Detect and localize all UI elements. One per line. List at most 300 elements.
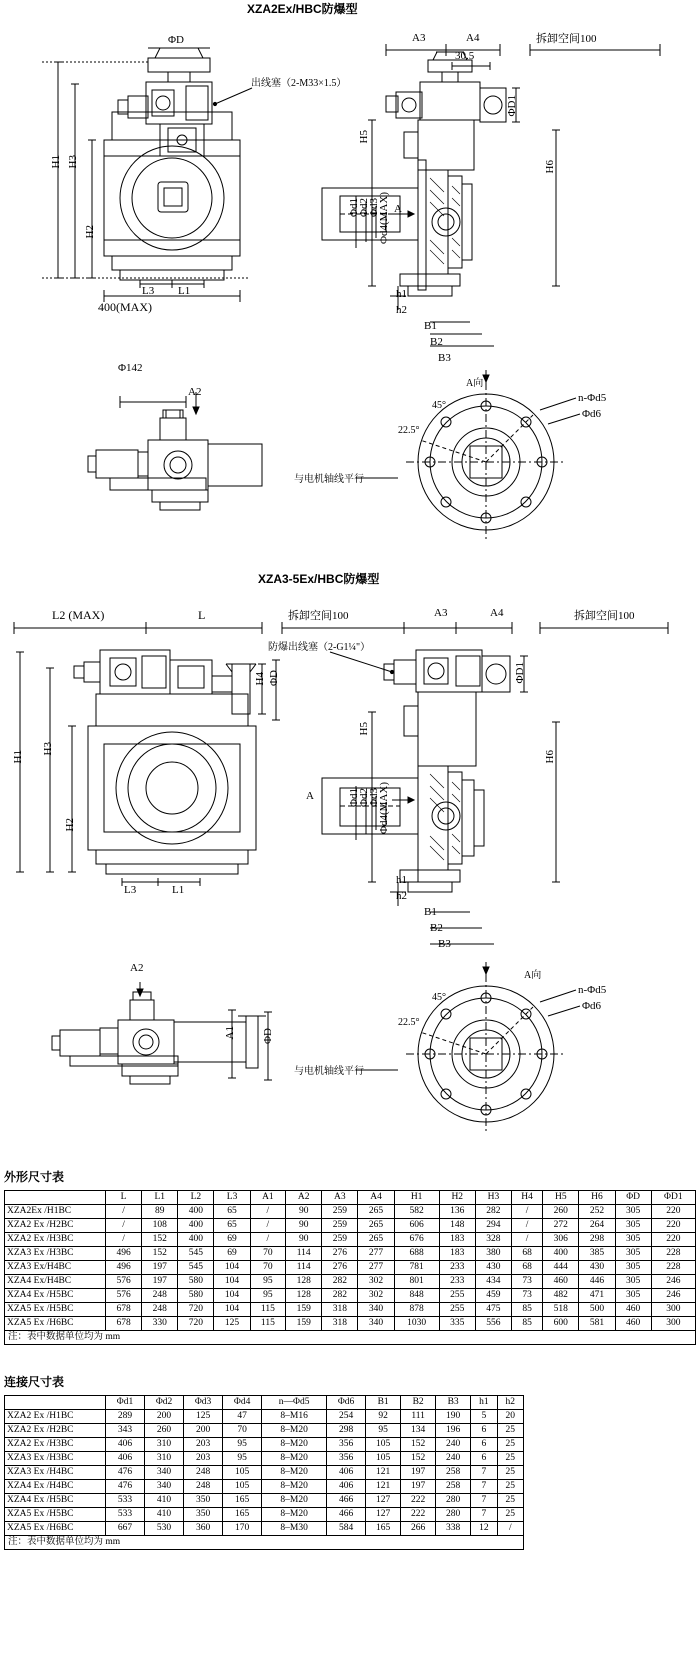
cell: 85: [511, 1303, 542, 1317]
cell: 600: [543, 1317, 579, 1331]
cell: 183: [439, 1233, 475, 1247]
col-B3: B3: [436, 1396, 471, 1410]
cell: 5: [471, 1410, 497, 1424]
cell: 582: [394, 1205, 439, 1219]
cell: /: [106, 1205, 142, 1219]
cell: 406: [327, 1480, 366, 1494]
cell: 848: [394, 1289, 439, 1303]
cell: 305: [615, 1247, 651, 1261]
cell: 581: [579, 1317, 615, 1331]
label-h6-2: H6: [544, 750, 556, 764]
cell-model: XZA2 Ex /H2BC: [5, 1219, 106, 1233]
cell: 606: [394, 1219, 439, 1233]
label-a2-2: A2: [130, 962, 144, 974]
label-phid1: ΦD1: [506, 95, 518, 117]
cell: 298: [579, 1233, 615, 1247]
cell: 121: [366, 1480, 401, 1494]
cell: 85: [511, 1317, 542, 1331]
label-phid3: Φd3: [368, 198, 380, 218]
cell: 258: [436, 1466, 471, 1480]
cell: 89: [142, 1205, 178, 1219]
cell: 338: [436, 1522, 471, 1536]
cell-model: XZA3 Ex/H4BC: [5, 1261, 106, 1275]
cell: 400: [178, 1233, 214, 1247]
col-B1: B1: [366, 1396, 401, 1410]
cell: 300: [651, 1303, 695, 1317]
cell: 576: [106, 1275, 142, 1289]
cell: 310: [145, 1438, 184, 1452]
cell: 197: [401, 1480, 436, 1494]
cell: 228: [651, 1247, 695, 1261]
table-row: [5, 1247, 696, 1261]
table-row: [5, 1317, 696, 1331]
cell: 302: [358, 1289, 394, 1303]
cell: 300: [651, 1317, 695, 1331]
label-l: L: [198, 608, 206, 622]
label-a4: A4: [466, 32, 480, 44]
table-row: [5, 1219, 696, 1233]
cell: 259: [322, 1205, 358, 1219]
cell: 6: [471, 1438, 497, 1452]
cell: 482: [543, 1289, 579, 1303]
cell: 125: [214, 1317, 250, 1331]
label-phid-3: ΦD: [262, 1028, 274, 1044]
cell: 545: [178, 1247, 214, 1261]
cell: 90: [286, 1205, 322, 1219]
cell: 282: [322, 1275, 358, 1289]
label-l1-2: L1: [172, 884, 185, 896]
cell: 114: [286, 1247, 322, 1261]
cell: 410: [145, 1508, 184, 1522]
cell: 259: [322, 1219, 358, 1233]
cell: 136: [439, 1205, 475, 1219]
cell: 305: [615, 1233, 651, 1247]
table-row: [5, 1452, 524, 1466]
cell: 400: [543, 1247, 579, 1261]
label-parallel-motor-axis: 与电机轴线平行: [294, 474, 364, 485]
cell: 69: [214, 1233, 250, 1247]
label-a-direction: A向: [466, 378, 484, 389]
cell: 471: [579, 1289, 615, 1303]
cell: 104: [214, 1275, 250, 1289]
cell: 148: [439, 1219, 475, 1233]
cell: 667: [106, 1522, 145, 1536]
table-row: [5, 1424, 524, 1438]
cell: 305: [615, 1289, 651, 1303]
label-h4: H4: [254, 672, 266, 686]
cell: 25: [497, 1466, 523, 1480]
cell-model: XZA4 Ex/H4BC: [5, 1275, 106, 1289]
cell: 25: [497, 1494, 523, 1508]
cell: 197: [142, 1275, 178, 1289]
label-n-phid5-2: n-Φd5: [578, 984, 607, 996]
cell: 258: [436, 1480, 471, 1494]
cell: 6: [471, 1424, 497, 1438]
connect-table-title: 连接尺寸表: [4, 1375, 65, 1389]
cell: 460: [615, 1317, 651, 1331]
cell: 259: [322, 1233, 358, 1247]
cell: 104: [214, 1303, 250, 1317]
label-h5-2: H5: [358, 722, 370, 736]
cell: 8–M20: [262, 1438, 327, 1452]
cell: 248: [184, 1480, 223, 1494]
label-phid3-2: Φd3: [368, 788, 380, 808]
col-A1: A1: [250, 1191, 286, 1205]
cell: 47: [223, 1410, 262, 1424]
cell-model: XZA3 Ex /H3BC: [5, 1452, 106, 1466]
cell: 580: [178, 1289, 214, 1303]
cell: 340: [145, 1466, 184, 1480]
label-phid1-small: Φd1: [348, 198, 360, 218]
label-l3: L3: [142, 285, 155, 297]
cell: 385: [579, 1247, 615, 1261]
cell: 95: [366, 1424, 401, 1438]
cell: /: [106, 1233, 142, 1247]
col-H1: H1: [394, 1191, 439, 1205]
cell: 350: [184, 1494, 223, 1508]
cell: 220: [651, 1219, 695, 1233]
label-b2-2: B2: [430, 922, 443, 934]
table-row: [5, 1494, 524, 1508]
cell: 95: [250, 1275, 286, 1289]
label-phi142: Φ142: [118, 362, 143, 374]
table-row: [5, 1522, 524, 1536]
cell: /: [511, 1205, 542, 1219]
label-h2: H2: [84, 225, 96, 239]
cell: /: [511, 1233, 542, 1247]
cell: 400: [178, 1219, 214, 1233]
label-phid1-2: ΦD1: [514, 662, 526, 684]
label-22-5deg: 22.5°: [398, 425, 420, 436]
cell: 252: [579, 1205, 615, 1219]
cell: 310: [145, 1452, 184, 1466]
label-h1: H1: [50, 155, 62, 169]
table-row: [5, 1289, 696, 1303]
table-note: 注：表中数据单位均为 mm: [5, 1536, 524, 1550]
cell: 70: [223, 1424, 262, 1438]
col-h2: h2: [497, 1396, 523, 1410]
cell: 556: [475, 1317, 511, 1331]
label-section-a-2: A: [306, 790, 314, 802]
cell: 125: [184, 1410, 223, 1424]
cell: 25: [497, 1480, 523, 1494]
cell-model: XZA2 Ex /H3BC: [5, 1233, 106, 1247]
cell: 676: [394, 1233, 439, 1247]
label-phid2-2: Φd2: [358, 788, 370, 808]
cell: 92: [366, 1410, 401, 1424]
outline-table-title: 外形尺寸表: [4, 1170, 65, 1184]
cell-model: XZA5 Ex /H5BC: [5, 1303, 106, 1317]
cell: 134: [401, 1424, 436, 1438]
cell: 8–M20: [262, 1466, 327, 1480]
cell: 220: [651, 1205, 695, 1219]
label-h2-small: h2: [396, 304, 407, 316]
cell: 220: [651, 1233, 695, 1247]
label-phid: ΦD: [168, 34, 184, 46]
cell: 289: [106, 1410, 145, 1424]
cell: 328: [475, 1233, 511, 1247]
cell-model: XZA3 Ex /H4BC: [5, 1466, 106, 1480]
cell: 8–M20: [262, 1452, 327, 1466]
cell: 350: [184, 1508, 223, 1522]
cell: 530: [145, 1522, 184, 1536]
col-model-2: [5, 1396, 106, 1410]
table-note-row: [5, 1536, 524, 1550]
label-b1: B1: [424, 320, 437, 332]
cell: 1030: [394, 1317, 439, 1331]
cell: 104: [214, 1289, 250, 1303]
label-n-phid5: n-Φd5: [578, 392, 607, 404]
label-45deg-2: 45°: [432, 992, 446, 1003]
cell-model: XZA2Ex /H1BC: [5, 1205, 106, 1219]
cell: 8–M20: [262, 1480, 327, 1494]
col-H2: H2: [439, 1191, 475, 1205]
cell: 294: [475, 1219, 511, 1233]
cell: /: [250, 1233, 286, 1247]
cell: 360: [184, 1522, 223, 1536]
cell-model: XZA5 Ex /H6BC: [5, 1317, 106, 1331]
cell-model: XZA5 Ex /H6BC: [5, 1522, 106, 1536]
cell: 584: [327, 1522, 366, 1536]
cell: 580: [178, 1275, 214, 1289]
cell: 73: [511, 1289, 542, 1303]
outline-dimension-table: [4, 1190, 696, 1345]
cell: 500: [579, 1303, 615, 1317]
cell: 8–M16: [262, 1410, 327, 1424]
cell: 7: [471, 1508, 497, 1522]
cell: 688: [394, 1247, 439, 1261]
cell: 277: [358, 1247, 394, 1261]
label-a3: A3: [412, 32, 426, 44]
table-row: [5, 1410, 524, 1424]
cell-model: XZA2 Ex /H2BC: [5, 1424, 106, 1438]
cell: 203: [184, 1438, 223, 1452]
col-phid6: Φd6: [327, 1396, 366, 1410]
cell: 272: [543, 1219, 579, 1233]
cell: 114: [286, 1261, 322, 1275]
cell: 246: [651, 1289, 695, 1303]
cell-model: XZA2 Ex /H1BC: [5, 1410, 106, 1424]
col-phid1: Φd1: [106, 1396, 145, 1410]
cell-model: XZA4 Ex /H5BC: [5, 1289, 106, 1303]
cell: /: [250, 1205, 286, 1219]
label-h3-2: H3: [42, 742, 54, 756]
cell: 248: [142, 1289, 178, 1303]
cell: 305: [615, 1205, 651, 1219]
cell: 8–M20: [262, 1424, 327, 1438]
cell: 305: [615, 1261, 651, 1275]
cell: 434: [475, 1275, 511, 1289]
label-phid2: Φd2: [358, 198, 370, 218]
cell: 70: [250, 1261, 286, 1275]
cell: 282: [475, 1205, 511, 1219]
cell: 69: [214, 1247, 250, 1261]
cell: 6: [471, 1452, 497, 1466]
cell: 104: [214, 1261, 250, 1275]
label-section-a: A: [394, 203, 402, 215]
cell: 25: [497, 1452, 523, 1466]
cell: 7: [471, 1466, 497, 1480]
cell: 265: [358, 1205, 394, 1219]
label-b3: B3: [438, 352, 451, 364]
cell: /: [250, 1219, 286, 1233]
cell: 356: [327, 1438, 366, 1452]
col-A4: A4: [358, 1191, 394, 1205]
cell: 476: [106, 1466, 145, 1480]
label-h2-small-2: h2: [396, 890, 407, 902]
col-L: L: [106, 1191, 142, 1205]
label-phid6: Φd6: [582, 408, 602, 420]
cell: 265: [358, 1233, 394, 1247]
col-phid3: Φd3: [184, 1396, 223, 1410]
table-row: [5, 1466, 524, 1480]
col-L2: L2: [178, 1191, 214, 1205]
table-row: [5, 1480, 524, 1494]
cell: 95: [223, 1452, 262, 1466]
cell: 127: [366, 1508, 401, 1522]
cell: 545: [178, 1261, 214, 1275]
cell: 12: [471, 1522, 497, 1536]
cell: 678: [106, 1317, 142, 1331]
cell: 255: [439, 1289, 475, 1303]
cell: 152: [401, 1452, 436, 1466]
label-a2: A2: [188, 386, 202, 398]
table-row: [5, 1275, 696, 1289]
label-a3-2: A3: [434, 607, 448, 619]
cell: 240: [436, 1438, 471, 1452]
connection-dimension-table: [4, 1395, 524, 1550]
cell: 197: [142, 1261, 178, 1275]
label-l3-2: L3: [124, 884, 137, 896]
cell: 25: [497, 1424, 523, 1438]
col-PhiD: ΦD: [615, 1191, 651, 1205]
col-h1: h1: [471, 1396, 497, 1410]
cell: 196: [436, 1424, 471, 1438]
cell: 466: [327, 1508, 366, 1522]
cell-model: XZA2 Ex /H3BC: [5, 1438, 106, 1452]
cell: 183: [439, 1247, 475, 1261]
label-phid1-3: Φd1: [348, 788, 360, 808]
cell: 8–M30: [262, 1522, 327, 1536]
cell: 380: [475, 1247, 511, 1261]
label-l2max: L2 (MAX): [52, 608, 105, 622]
cell: 496: [106, 1261, 142, 1275]
cell-model: XZA3 Ex /H3BC: [5, 1247, 106, 1261]
cell: 406: [106, 1438, 145, 1452]
cell: 20: [497, 1410, 523, 1424]
label-400max: 400(MAX): [98, 300, 152, 314]
cell: 305: [615, 1219, 651, 1233]
cell: 190: [436, 1410, 471, 1424]
col-A2: A2: [286, 1191, 322, 1205]
cell: 406: [106, 1452, 145, 1466]
cell: 152: [142, 1247, 178, 1261]
cell: 496: [106, 1247, 142, 1261]
cell: 73: [511, 1275, 542, 1289]
label-h3: H3: [67, 155, 79, 169]
cell: 233: [439, 1275, 475, 1289]
cell-model: XZA5 Ex /H5BC: [5, 1508, 106, 1522]
cell: 222: [401, 1508, 436, 1522]
cell: 302: [358, 1275, 394, 1289]
cell: 25: [497, 1508, 523, 1522]
cell: 233: [439, 1261, 475, 1275]
cell: 115: [250, 1317, 286, 1331]
cell: 200: [184, 1424, 223, 1438]
label-a1: A1: [224, 1026, 236, 1040]
cell: 7: [471, 1480, 497, 1494]
cell: 65: [214, 1219, 250, 1233]
cell: 68: [511, 1247, 542, 1261]
cell: 65: [214, 1205, 250, 1219]
cell: 165: [366, 1522, 401, 1536]
cell: 343: [106, 1424, 145, 1438]
cell: 95: [223, 1438, 262, 1452]
label-cable-gland: 出线塞（2-M33×1.5）: [251, 78, 347, 89]
cell: 105: [223, 1480, 262, 1494]
cell: 25: [497, 1438, 523, 1452]
cell: 165: [223, 1508, 262, 1522]
cell: 430: [579, 1261, 615, 1275]
cell: 165: [223, 1494, 262, 1508]
cell: 340: [358, 1303, 394, 1317]
table-row: [5, 1303, 696, 1317]
cell: 282: [322, 1289, 358, 1303]
cell: 90: [286, 1219, 322, 1233]
label-h2-2: H2: [64, 818, 76, 832]
cell: 246: [651, 1275, 695, 1289]
label-phid6-2: Φd6: [582, 1000, 602, 1012]
cell: 430: [475, 1261, 511, 1275]
table-header-row: [5, 1396, 524, 1410]
cell: 105: [223, 1466, 262, 1480]
cell: /: [497, 1522, 523, 1536]
cell: 70: [250, 1247, 286, 1261]
label-b2: B2: [430, 336, 443, 348]
cell: 203: [184, 1452, 223, 1466]
table-row: [5, 1261, 696, 1275]
cell: 222: [401, 1494, 436, 1508]
cell: 280: [436, 1494, 471, 1508]
label-phid4max-2: Φd4(MAX): [378, 782, 390, 835]
label-a-direction-2: A向: [524, 970, 542, 981]
cell: 460: [615, 1303, 651, 1317]
cell: 8–M20: [262, 1508, 327, 1522]
cell: 111: [401, 1410, 436, 1424]
col-n-phid5: n—Φd5: [262, 1396, 327, 1410]
cell: 475: [475, 1303, 511, 1317]
label-b1-2: B1: [424, 906, 437, 918]
cell: 8–M20: [262, 1494, 327, 1508]
cell: 276: [322, 1261, 358, 1275]
label-h1-2: H1: [12, 750, 24, 764]
cell: /: [511, 1219, 542, 1233]
label-h1-small-2: h1: [396, 874, 407, 886]
label-a4-2: A4: [490, 607, 504, 619]
cell: 306: [543, 1233, 579, 1247]
cell: 108: [142, 1219, 178, 1233]
cell: 7: [471, 1494, 497, 1508]
cell: 518: [543, 1303, 579, 1317]
cell: 105: [366, 1438, 401, 1452]
cell: 254: [327, 1410, 366, 1424]
cell: 95: [250, 1289, 286, 1303]
col-H3: H3: [475, 1191, 511, 1205]
col-phid2: Φd2: [145, 1396, 184, 1410]
col-phid4: Φd4: [223, 1396, 262, 1410]
cell: 466: [327, 1494, 366, 1508]
label-h5: H5: [358, 130, 370, 144]
